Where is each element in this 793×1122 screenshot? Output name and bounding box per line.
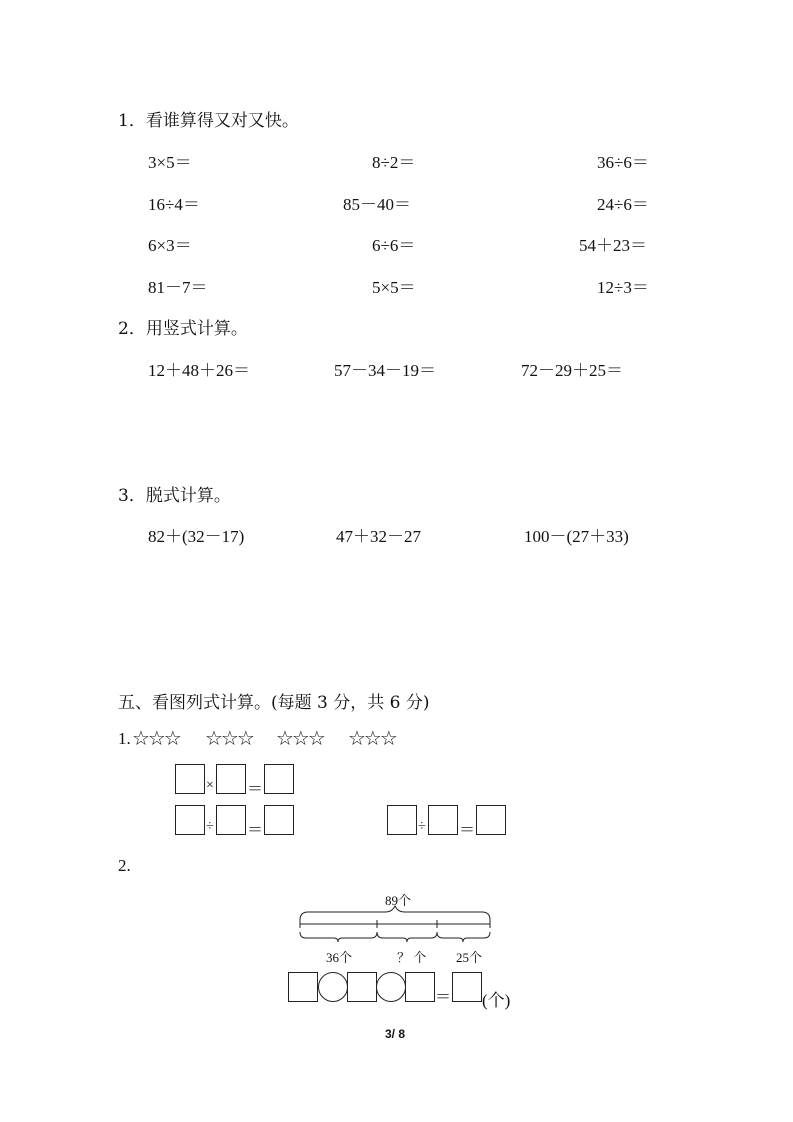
q1-label: 1.	[118, 729, 131, 748]
section2-title: 2．用竖式计算。	[118, 319, 248, 339]
top-brace	[300, 906, 490, 920]
answer-box[interactable]	[347, 972, 377, 1002]
vertical-calc-2: 57－34－19＝	[334, 361, 436, 380]
answer-box[interactable]	[452, 972, 482, 1002]
equals-sign: ＝	[459, 822, 476, 839]
segment-diagram	[290, 902, 500, 952]
brace-seg3	[437, 932, 490, 942]
operator-circle[interactable]	[318, 972, 348, 1002]
answer-box[interactable]	[264, 805, 294, 835]
answer-box[interactable]	[175, 764, 205, 794]
segment-2-label: ？ 个	[397, 950, 427, 965]
stepwise-calc-1: 82＋(32－17)	[148, 527, 245, 546]
vertical-calc-1: 12＋48＋26＝	[148, 361, 250, 380]
star-group-3: ☆☆☆	[276, 726, 324, 750]
section1-title: 1．看谁算得又对又快。	[118, 111, 299, 131]
answer-box[interactable]	[387, 805, 417, 835]
answer-box[interactable]	[216, 764, 246, 794]
answer-box[interactable]	[428, 805, 458, 835]
stepwise-calc-3: 100－(27＋33)	[524, 527, 629, 546]
stepwise-calc-2: 47＋32－27	[336, 527, 421, 546]
answer-box[interactable]	[288, 972, 318, 1002]
equals-sign: ＝	[435, 989, 452, 1006]
section3-title: 3．脱式计算。	[118, 486, 231, 506]
equals-sign: ＝	[247, 781, 264, 798]
equation-1-3: 36÷6＝	[597, 153, 649, 172]
page-number: 3/ 8	[385, 1027, 406, 1041]
times-sign: ×	[206, 778, 214, 793]
answer-box[interactable]	[405, 972, 435, 1002]
equation-2-1: 16÷4＝	[148, 195, 200, 214]
divide-sign: ÷	[418, 819, 426, 834]
segment-1-label: 36个	[326, 950, 353, 965]
segment-3-label: 25个	[456, 950, 483, 965]
answer-box[interactable]	[476, 805, 506, 835]
star-group-4: ☆☆☆	[348, 726, 396, 750]
equals-sign: ＝	[247, 822, 264, 839]
total-label: 89个	[385, 893, 412, 908]
brace-seg1	[300, 932, 377, 942]
divide-sign: ÷	[206, 819, 214, 834]
equation-2-2: 85－40＝	[343, 195, 411, 214]
star-group-1: ☆☆☆	[132, 726, 180, 750]
q2-label: 2.	[118, 856, 131, 875]
equation-2-3: 24÷6＝	[597, 195, 649, 214]
unit-label: (个)	[482, 991, 511, 1010]
equation-4-2: 5×5＝	[372, 278, 416, 297]
brace-seg2	[377, 932, 437, 942]
equation-1-2: 8÷2＝	[372, 153, 416, 172]
vertical-calc-3: 72－29＋25＝	[521, 361, 623, 380]
operator-circle[interactable]	[376, 972, 406, 1002]
equation-3-2: 6÷6＝	[372, 236, 416, 255]
equation-1-1: 3×5＝	[148, 153, 192, 172]
equation-3-1: 6×3＝	[148, 236, 192, 255]
equation-4-1: 81－7＝	[148, 278, 208, 297]
answer-box[interactable]	[175, 805, 205, 835]
star-group-2: ☆☆☆	[205, 726, 253, 750]
answer-box[interactable]	[216, 805, 246, 835]
equation-3-3: 54＋23＝	[579, 236, 647, 255]
part5-title: 五、看图列式计算。(每题 3 分，共 6 分)	[118, 693, 430, 713]
answer-box[interactable]	[264, 764, 294, 794]
equation-4-3: 12÷3＝	[597, 278, 649, 297]
